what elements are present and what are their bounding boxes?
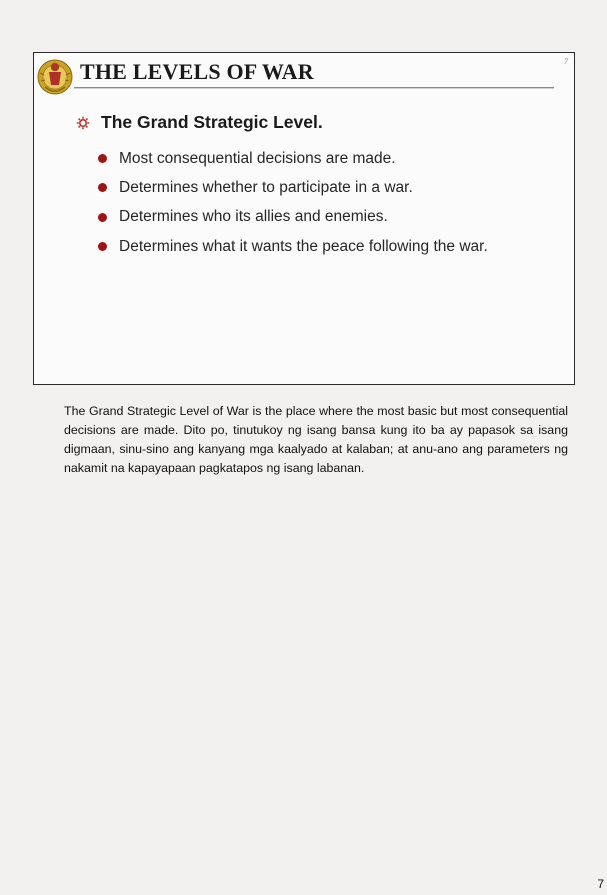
bullet-text: Determines who its allies and enemies.	[119, 208, 388, 226]
list-item	[98, 144, 488, 173]
bullet-dot	[98, 213, 107, 222]
slide-number: 7	[564, 57, 568, 66]
level-heading-text: The Grand Strategic Level.	[101, 112, 323, 132]
bullet-list	[98, 144, 488, 261]
bullet-text: Most consequential decisions are made.	[119, 149, 396, 167]
bullet-dot	[98, 242, 107, 251]
bullet-dot	[98, 183, 107, 192]
level-heading	[76, 112, 323, 133]
emblem-icon	[36, 55, 74, 97]
slide-thumbnail	[33, 52, 575, 385]
title-divider	[74, 87, 554, 88]
speaker-notes: The Grand Strategic Level of War is the place where the most basic but most consequential decisions are made. Dito po, tinutukoy ng isang bansa kung ito ba ay papasok sa isang digmaan, sinu-sino ang kanyang mga kaalyado at kalaban; at anu-ano ang parameters ng nakamit na kapayapaan pagkatapos ng isang labanan.	[64, 404, 568, 475]
bullet-text: Determines what it wants the peace following the war.	[119, 237, 488, 255]
list-item	[98, 232, 488, 261]
list-item	[98, 173, 488, 202]
gear-icon	[76, 116, 90, 130]
slide-title: THE LEVELS OF WAR	[80, 59, 314, 84]
bullet-dot	[98, 154, 107, 163]
list-item	[98, 203, 488, 232]
bullet-text: Determines whether to participate in a war.	[119, 178, 413, 196]
page-number: 7	[597, 877, 604, 891]
